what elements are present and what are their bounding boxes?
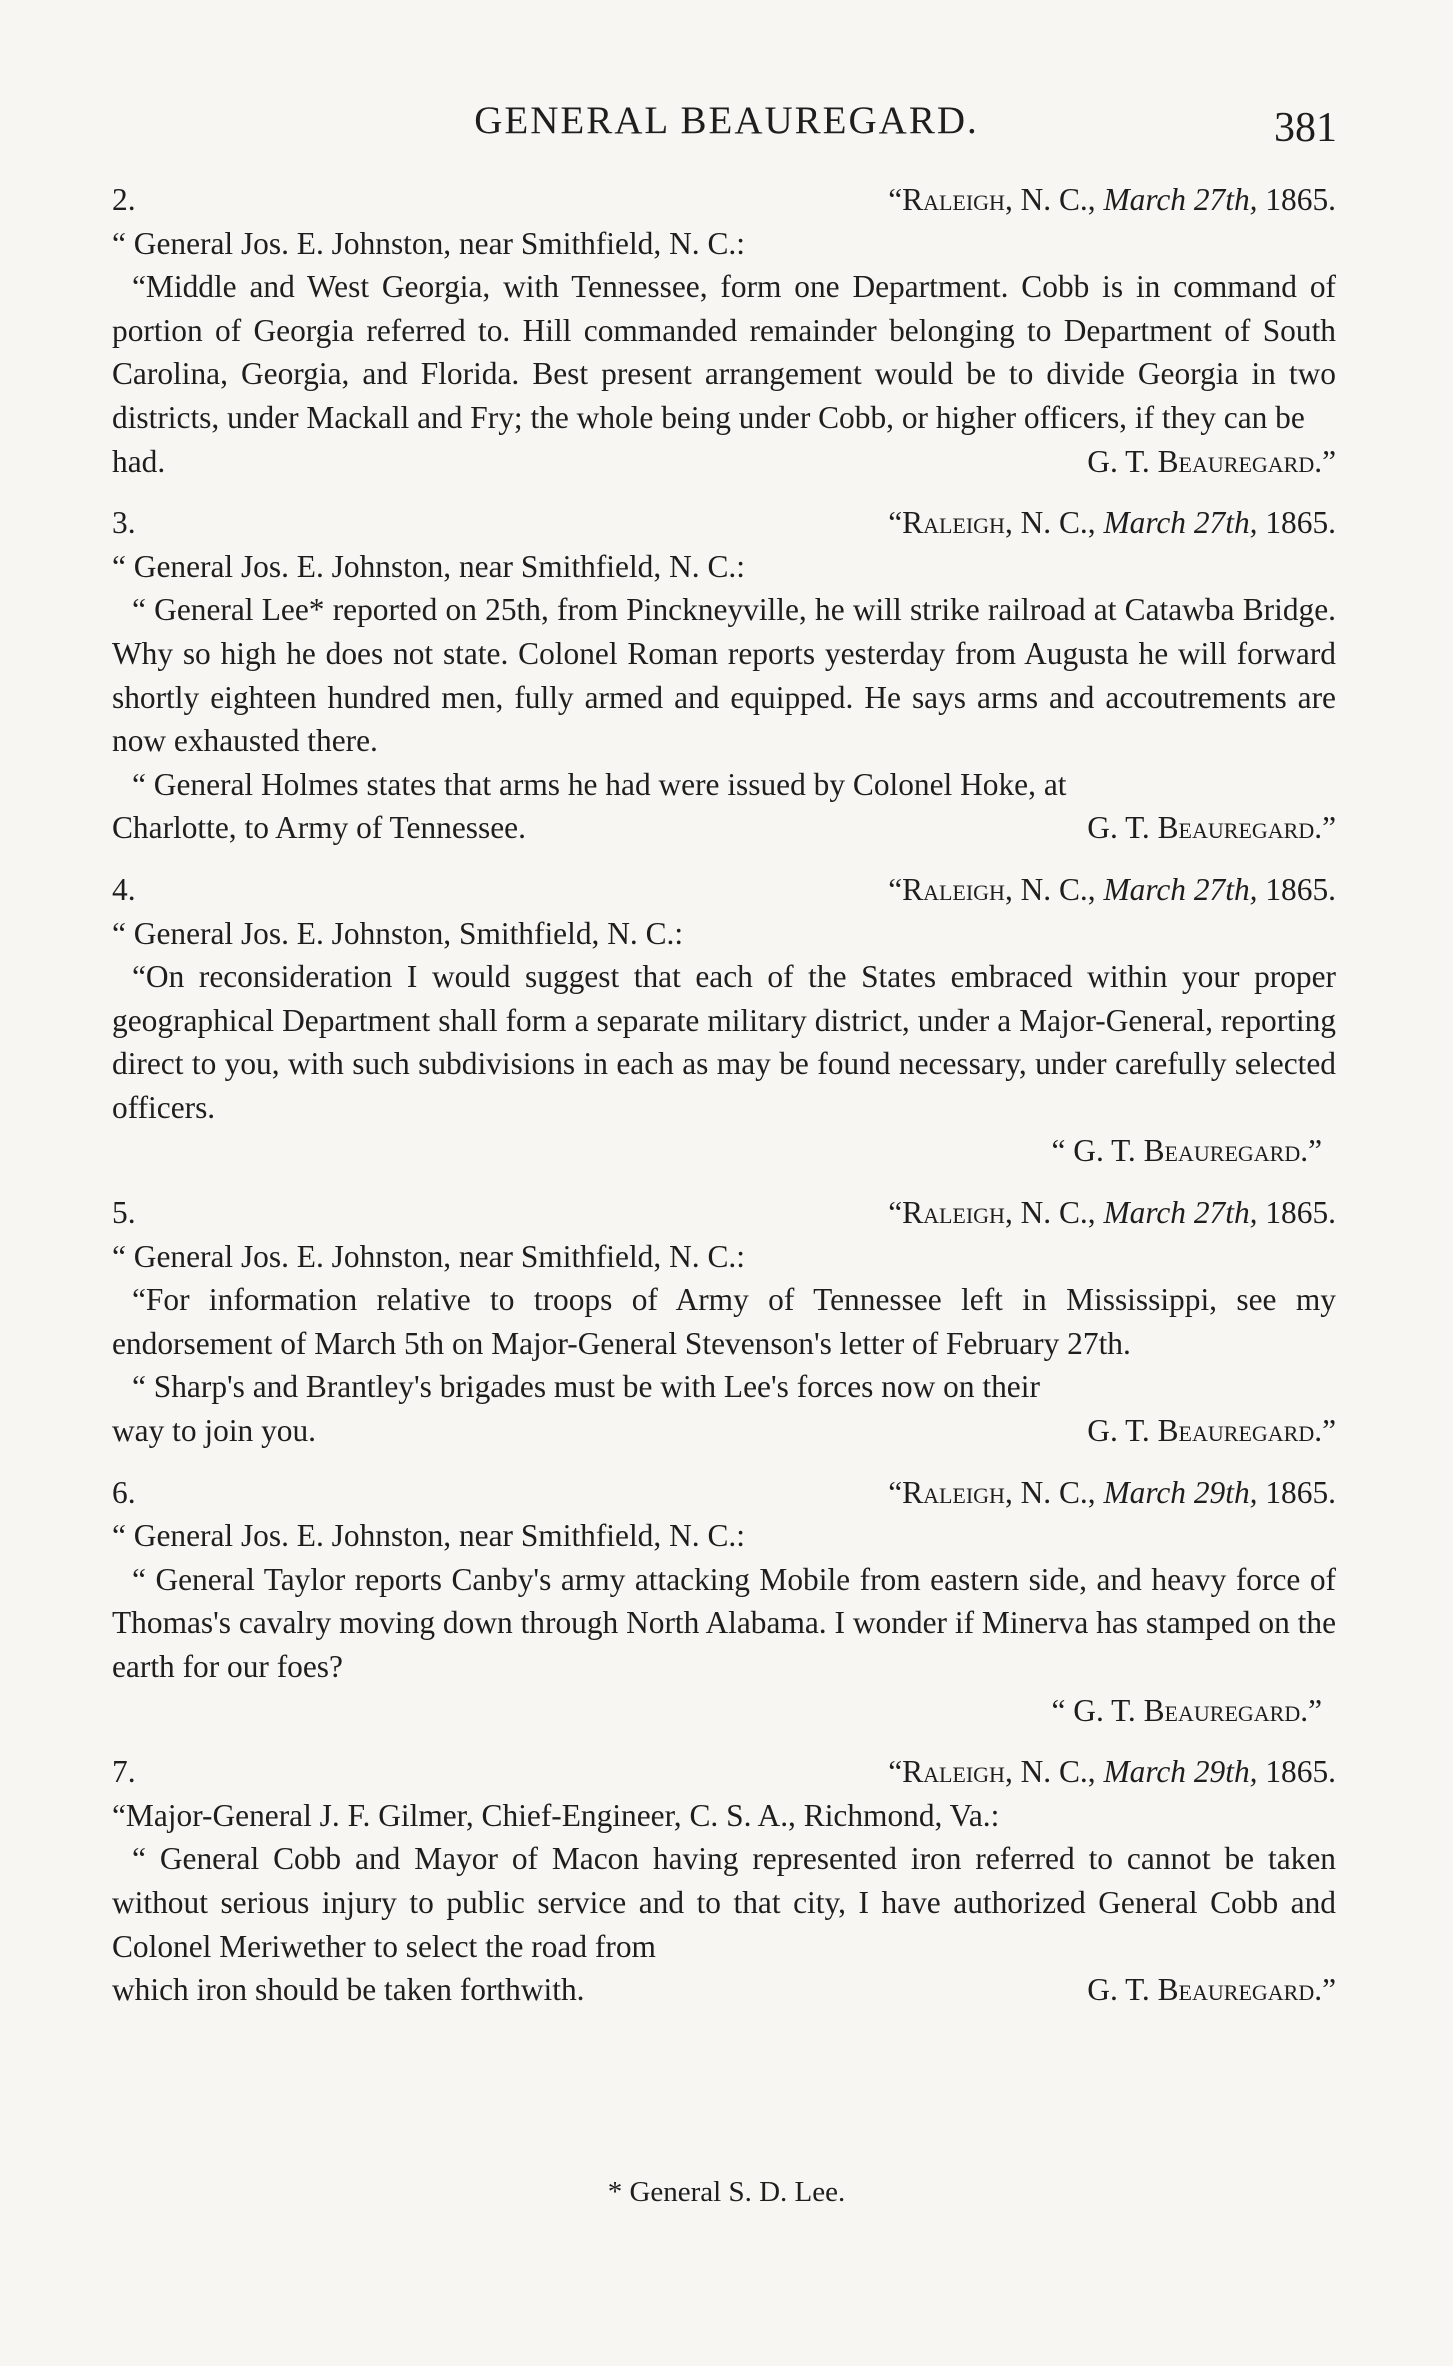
letters-container <box>112 178 1336 2030</box>
closing-text: which iron should be taken forthwith. <box>112 1972 585 2008</box>
letter-paragraph: “Middle and West Georgia, with Tennessee, form one Department. Cobb is in command of portion of Georgia referred to. Hill commanded remainder belonging to Department of South Carolina, Georgia, and Florida. Best present arrangement would be to divide Georgia in two districts, under Mackall and Fry; the whole being under Cobb, or higher officers, if they can be <box>112 269 1336 435</box>
footnote: * General S. D. Lee. <box>607 2176 846 2208</box>
dateline <box>888 868 1336 912</box>
letter-paragraph: “ General Taylor reports Canby's army attacking Mobile from eastern side, and heavy force of Thomas's cavalry moving down through North Alabama. I wonder if Minerva has stamped on the earth for our foes? <box>112 1561 1336 1684</box>
letter-number: 4. <box>112 871 136 907</box>
letter <box>112 501 1336 850</box>
closing-line <box>112 806 1336 850</box>
letter-number: 2. <box>112 182 136 217</box>
letter <box>112 178 1336 483</box>
closing-line <box>112 1968 1336 2012</box>
dateline-year: 1865. <box>1257 1754 1336 1790</box>
running-title: GENERAL BEAUREGARD. <box>474 99 979 142</box>
letter-headline <box>112 501 1336 545</box>
dateline-year: 1865. <box>1257 871 1336 907</box>
closing-line <box>112 1129 1336 1173</box>
letter <box>112 868 1336 1173</box>
letter-paragraph: “For information relative to troops of Army of Tennessee left in Mississippi, see my endorsement of March 5th on Major-General Stevenson's letter of February 27th. <box>112 1282 1336 1361</box>
closing-text: Charlotte, to Army of Tennessee. <box>112 810 526 846</box>
dateline-date: March 27th, <box>1103 1195 1258 1231</box>
letter-paragraph: “ General Holmes states that arms he had were issued by Colonel Hoke, at <box>132 766 1067 802</box>
dateline <box>888 178 1336 222</box>
page-header <box>0 98 1453 158</box>
dateline-date: March 29th, <box>1103 1754 1258 1790</box>
addressee: “ General Jos. E. Johnston, near Smithfield, N. C.: <box>112 548 745 584</box>
dateline-year: 1865. <box>1257 505 1336 541</box>
signature: G. T. Beauregard.” <box>1087 1972 1336 2008</box>
letter-headline <box>112 1191 1336 1235</box>
signature: G. T. Beauregard.” <box>1087 810 1336 846</box>
signature: “ G. T. Beauregard.” <box>1051 1692 1322 1728</box>
letter <box>112 1471 1336 1733</box>
letter-headline <box>112 178 1336 222</box>
page-number: 381 <box>1274 105 1337 151</box>
letter-headline <box>112 1750 1336 1794</box>
dateline-date: March 29th, <box>1103 1474 1258 1510</box>
letter-paragraph: “ General Lee* reported on 25th, from Pinckneyville, he will strike railroad at Catawba Bridge. Why so high he does not state. Colonel Roman reports yesterday from Augusta he will forward shortly eighteen hundred men, fully armed and equipped. He says arms and accoutrements are now exhausted there. <box>112 592 1336 759</box>
dateline-date: March 27th, <box>1103 182 1258 217</box>
signature: G. T. Beauregard.” <box>1087 443 1336 479</box>
dateline-place: “Raleigh, N. C., <box>888 871 1104 907</box>
dateline-year: 1865. <box>1257 1474 1336 1510</box>
closing-line <box>112 1409 1336 1453</box>
signature: G. T. Beauregard.” <box>1087 1413 1336 1449</box>
dateline <box>888 501 1336 545</box>
addressee: “ General Jos. E. Johnston, Smithfield, N. C.: <box>112 915 684 951</box>
closing-line <box>112 1689 1336 1733</box>
closing-text: way to join you. <box>112 1413 317 1449</box>
dateline-place: “Raleigh, N. C., <box>888 505 1104 541</box>
letter-paragraph: “ General Cobb and Mayor of Macon having represented iron referred to cannot be taken without serious injury to public service and to that city, I have authorized General Cobb and Colonel Meriwether to select the road from <box>112 1841 1336 1964</box>
letter-number: 6. <box>112 1474 136 1510</box>
addressee: “Major-General J. F. Gilmer, Chief-Engineer, C. S. A., Richmond, Va.: <box>112 1797 1000 1833</box>
letter-number: 7. <box>112 1754 136 1790</box>
addressee: “ General Jos. E. Johnston, near Smithfield, N. C.: <box>112 1518 745 1554</box>
letter-paragraph: “On reconsideration I would suggest that each of the States embraced within your proper geographical Department shall form a separate military district, under a Major-General, reporting direct to you, with such subdivisions in each as may be found necessary, under carefully selected officers. <box>112 959 1336 1125</box>
dateline-date: March 27th, <box>1103 871 1258 907</box>
dateline-year: 1865. <box>1257 1195 1336 1231</box>
letter <box>112 1750 1336 2012</box>
letter-headline <box>112 1471 1336 1515</box>
dateline-place: “Raleigh, N. C., <box>888 1754 1104 1790</box>
letter-number: 5. <box>112 1195 136 1231</box>
letter <box>112 1191 1336 1453</box>
dateline <box>888 1191 1336 1235</box>
closing-line <box>112 440 1336 484</box>
letter-paragraph: “ Sharp's and Brantley's brigades must be with Lee's forces now on their <box>132 1369 1040 1405</box>
addressee: “ General Jos. E. Johnston, near Smithfield, N. C.: <box>112 1238 745 1274</box>
dateline-place: “Raleigh, N. C., <box>888 1474 1104 1510</box>
dateline-date: March 27th, <box>1103 505 1258 541</box>
dateline <box>888 1750 1336 1794</box>
letter-headline <box>112 868 1336 912</box>
dateline <box>888 1471 1336 1515</box>
dateline-place: “Raleigh, N. C., <box>888 182 1104 217</box>
signature: “ G. T. Beauregard.” <box>1051 1133 1322 1169</box>
dateline-place: “Raleigh, N. C., <box>888 1195 1104 1231</box>
closing-text: had. <box>112 443 166 479</box>
addressee: “ General Jos. E. Johnston, near Smithfield, N. C.: <box>112 225 745 261</box>
dateline-year: 1865. <box>1257 182 1336 217</box>
letter-number: 3. <box>112 505 136 541</box>
